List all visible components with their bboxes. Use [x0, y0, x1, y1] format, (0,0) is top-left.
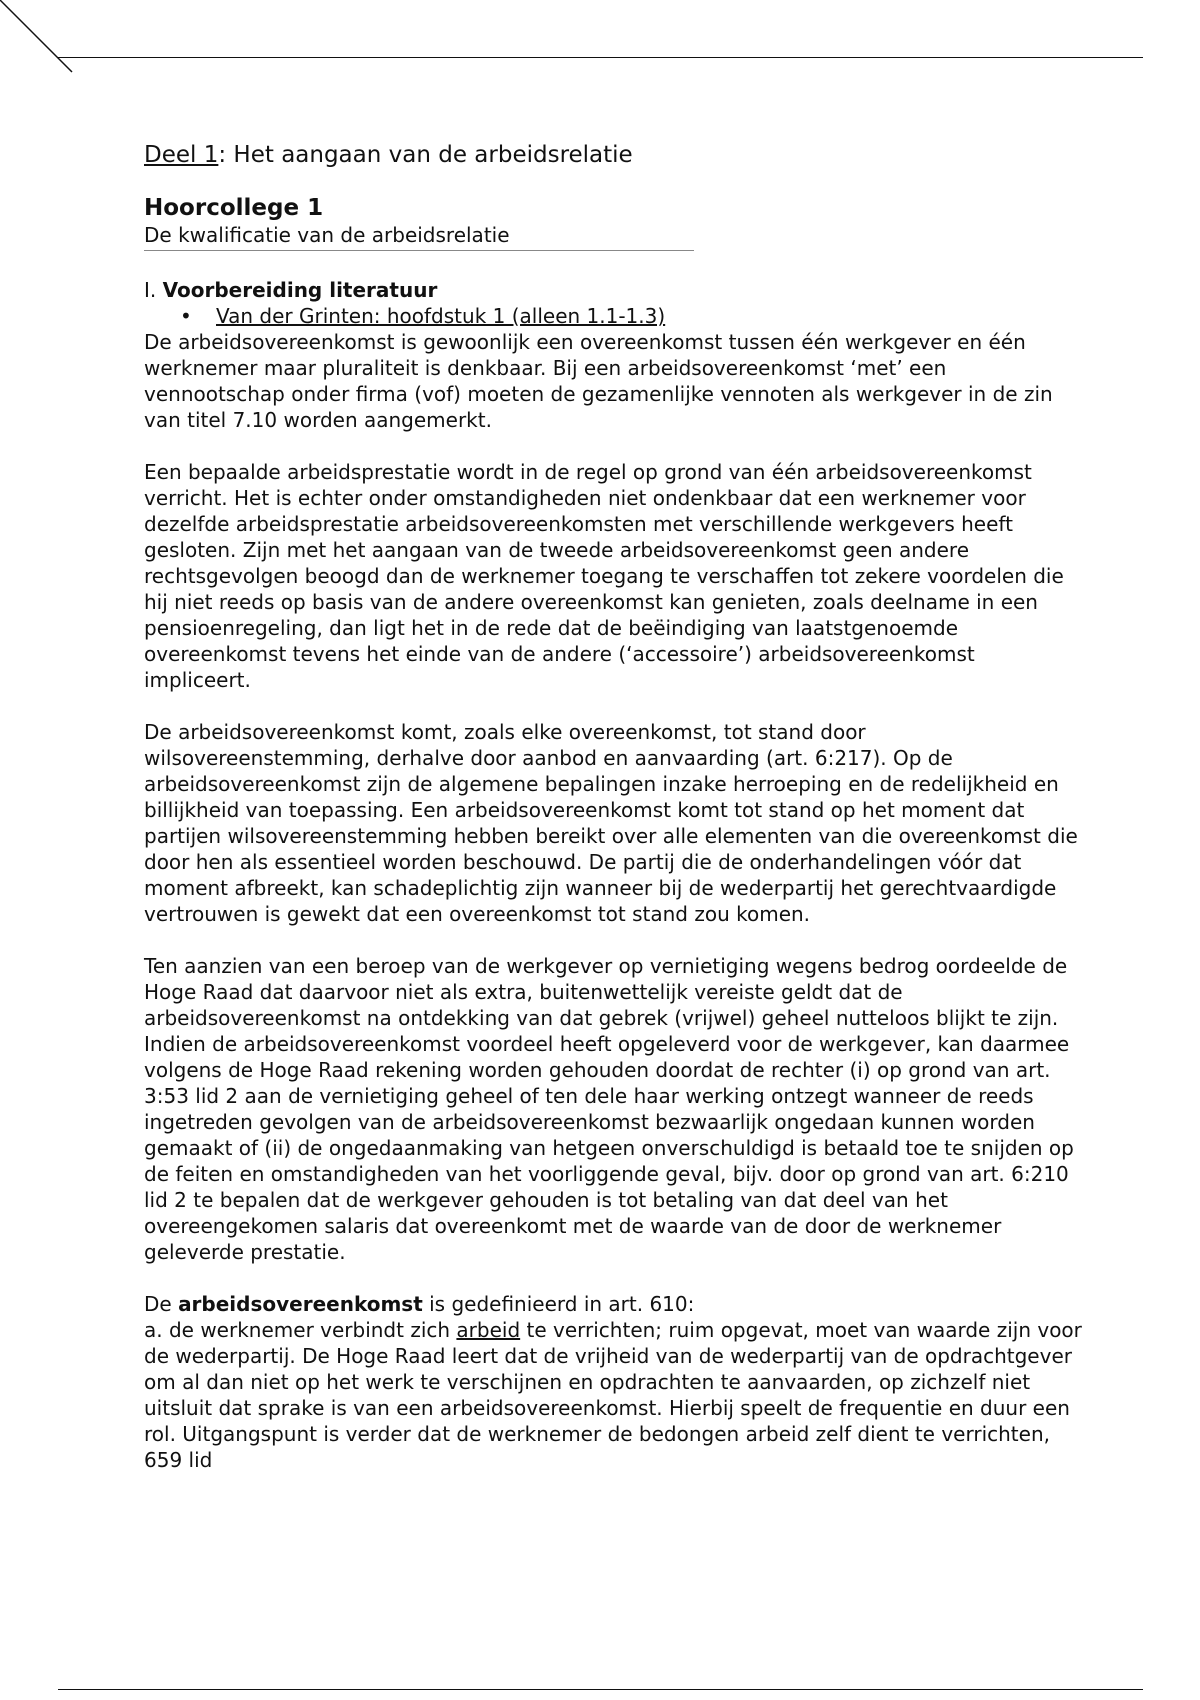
document-body	[144, 140, 1084, 1473]
lecture-subtitle	[144, 222, 689, 259]
literature-bullet	[180, 303, 1084, 329]
definition-prefix: De	[144, 1292, 179, 1316]
item-a-rest: te verrichten; ruim opgevat, moet van waarde zijn voor de wederpartij. De Hoge Raad leert dat de vrijheid van de wederpartij van de opdrachtgever om al dan niet op het werk te verschijnen en opdrachten te aanvaarden, op zichzelf niet uitsluit dat sprake is van een arbeidsovereenkomst. Hierbij speelt de frequentie en duur een rol. Uitgangspunt is verder dat de werknemer de bedongen arbeid zelf dient te verrichten, 659 lid	[144, 1318, 1082, 1472]
definition-heading	[144, 1291, 1084, 1317]
paragraph-3: De arbeidsovereenkomst komt, zoals elke overeenkomst, tot stand door wilsovereenstemming, derhalve door aanbod en aanvaarding (art. 6:217). Op de arbeidsovereenkomst zijn de algemene bepalingen inzake herroeping en de redelijkheid en billijkheid van toepassing. Een arbeidsovereenkomst komt tot stand op het moment dat partijen wilsovereenstemming hebben bereikt over alle elementen van die overeenkomst die door hen als essentieel worden beschouwd. De partij die de onderhandelingen vóór dat moment afbreekt, kan schadeplichtig zijn wanneer bij de wederpartij het gerechtvaardigde vertrouwen is gewekt dat een overeenkomst tot stand zou komen.	[144, 720, 1078, 926]
part-title: : Het aangaan van de arbeidsrelatie	[218, 142, 633, 168]
subtitle-rule	[144, 250, 694, 251]
bullet-icon: •	[180, 304, 192, 328]
definition-suffix: is gedefinieerd in art. 610:	[422, 1292, 695, 1316]
part-label: Deel 1	[144, 142, 219, 168]
section-roman: I.	[144, 278, 163, 302]
paragraph-1: De arbeidsovereenkomst is gewoonlijk een overeenkomst tussen één werkgever en één werknemer maar pluraliteit is denkbaar. Bij een arbeidsovereenkomst ‘met’ een vennootschap onder firma (vof) moeten de gezamenlijke vennoten als werkgever in de zin van titel 7.10 worden aangemerkt.	[144, 330, 1053, 432]
paragraph-4: Ten aanzien van een beroep van de werkgever op vernietiging wegens bedrog oordeelde de Hoge Raad dat daarvoor niet als extra, buitenwettelijk vereiste geldt dat de arbeidsovereenkomst na ontdekking van dat gebrek (vrijwel) geheel nutteloos blijkt te zijn. Indien de arbeidsovereenkomst voordeel heeft opgeleverd voor de werkgever, kan daarmee volgens de Hoge Raad rekening worden gehouden doordat de rechter (i) op grond van art. 3:53 lid 2 aan de vernietiging geheel of ten dele haar werking ontzegt wanneer de reeds ingetreden gevolgen van de arbeidsovereenkomst bezwaarlijk ongedaan kunnen worden gemaakt of (ii) de ongedaanmaking van hetgeen onverschuldigd is betaald toe te snijden op de feiten en omstandigheden van het voorliggende geval, bijv. door op grond van art. 6:210 lid 2 te bepalen dat de werkgever gehouden is tot betaling van dat deel van het overeengekomen salaris dat overeenkomt met de waarde van de door de werknemer geleverde prestatie.	[144, 954, 1074, 1264]
part-heading	[144, 140, 1084, 170]
section-heading-text: Voorbereiding literatuur	[162, 278, 438, 302]
item-a-term: arbeid	[456, 1318, 521, 1342]
corner-fold-mark	[0, 0, 80, 80]
lecture-title: Hoorcollege 1	[144, 195, 324, 221]
section-heading	[144, 277, 1084, 303]
lecture-subtitle-text: De kwalificatie van de arbeidsrelatie	[144, 223, 510, 247]
footer-rule	[58, 1689, 1143, 1690]
definition-term: arbeidsovereenkomst	[178, 1292, 423, 1316]
literature-reference: Van der Grinten: hoofdstuk 1 (alleen 1.1-1.3)	[216, 304, 666, 328]
definition-item-a	[144, 1317, 1084, 1473]
header-rule	[58, 57, 1143, 58]
paragraph-2: Een bepaalde arbeidsprestatie wordt in de regel op grond van één arbeidsovereenkomst verricht. Het is echter onder omstandigheden niet ondenkbaar dat een werknemer voor dezelfde arbeidsprestatie arbeidsovereenkomsten met verschillende werkgevers heeft gesloten. Zijn met het aangaan van de tweede arbeidsovereenkomst geen andere rechtsgevolgen beoogd dan de werknemer toegang te verschaffen tot zekere voordelen die hij niet reeds op basis van de andere overeenkomst kan genieten, zoals deelname in een pensioenregeling, dan ligt het in de rede dat de beëindiging van laatstgenoemde overeenkomst tevens het einde van de andere (‘accessoire’) arbeidsovereenkomst impliceert.	[144, 460, 1064, 692]
item-a-prefix: a. de werknemer verbindt zich	[144, 1318, 457, 1342]
